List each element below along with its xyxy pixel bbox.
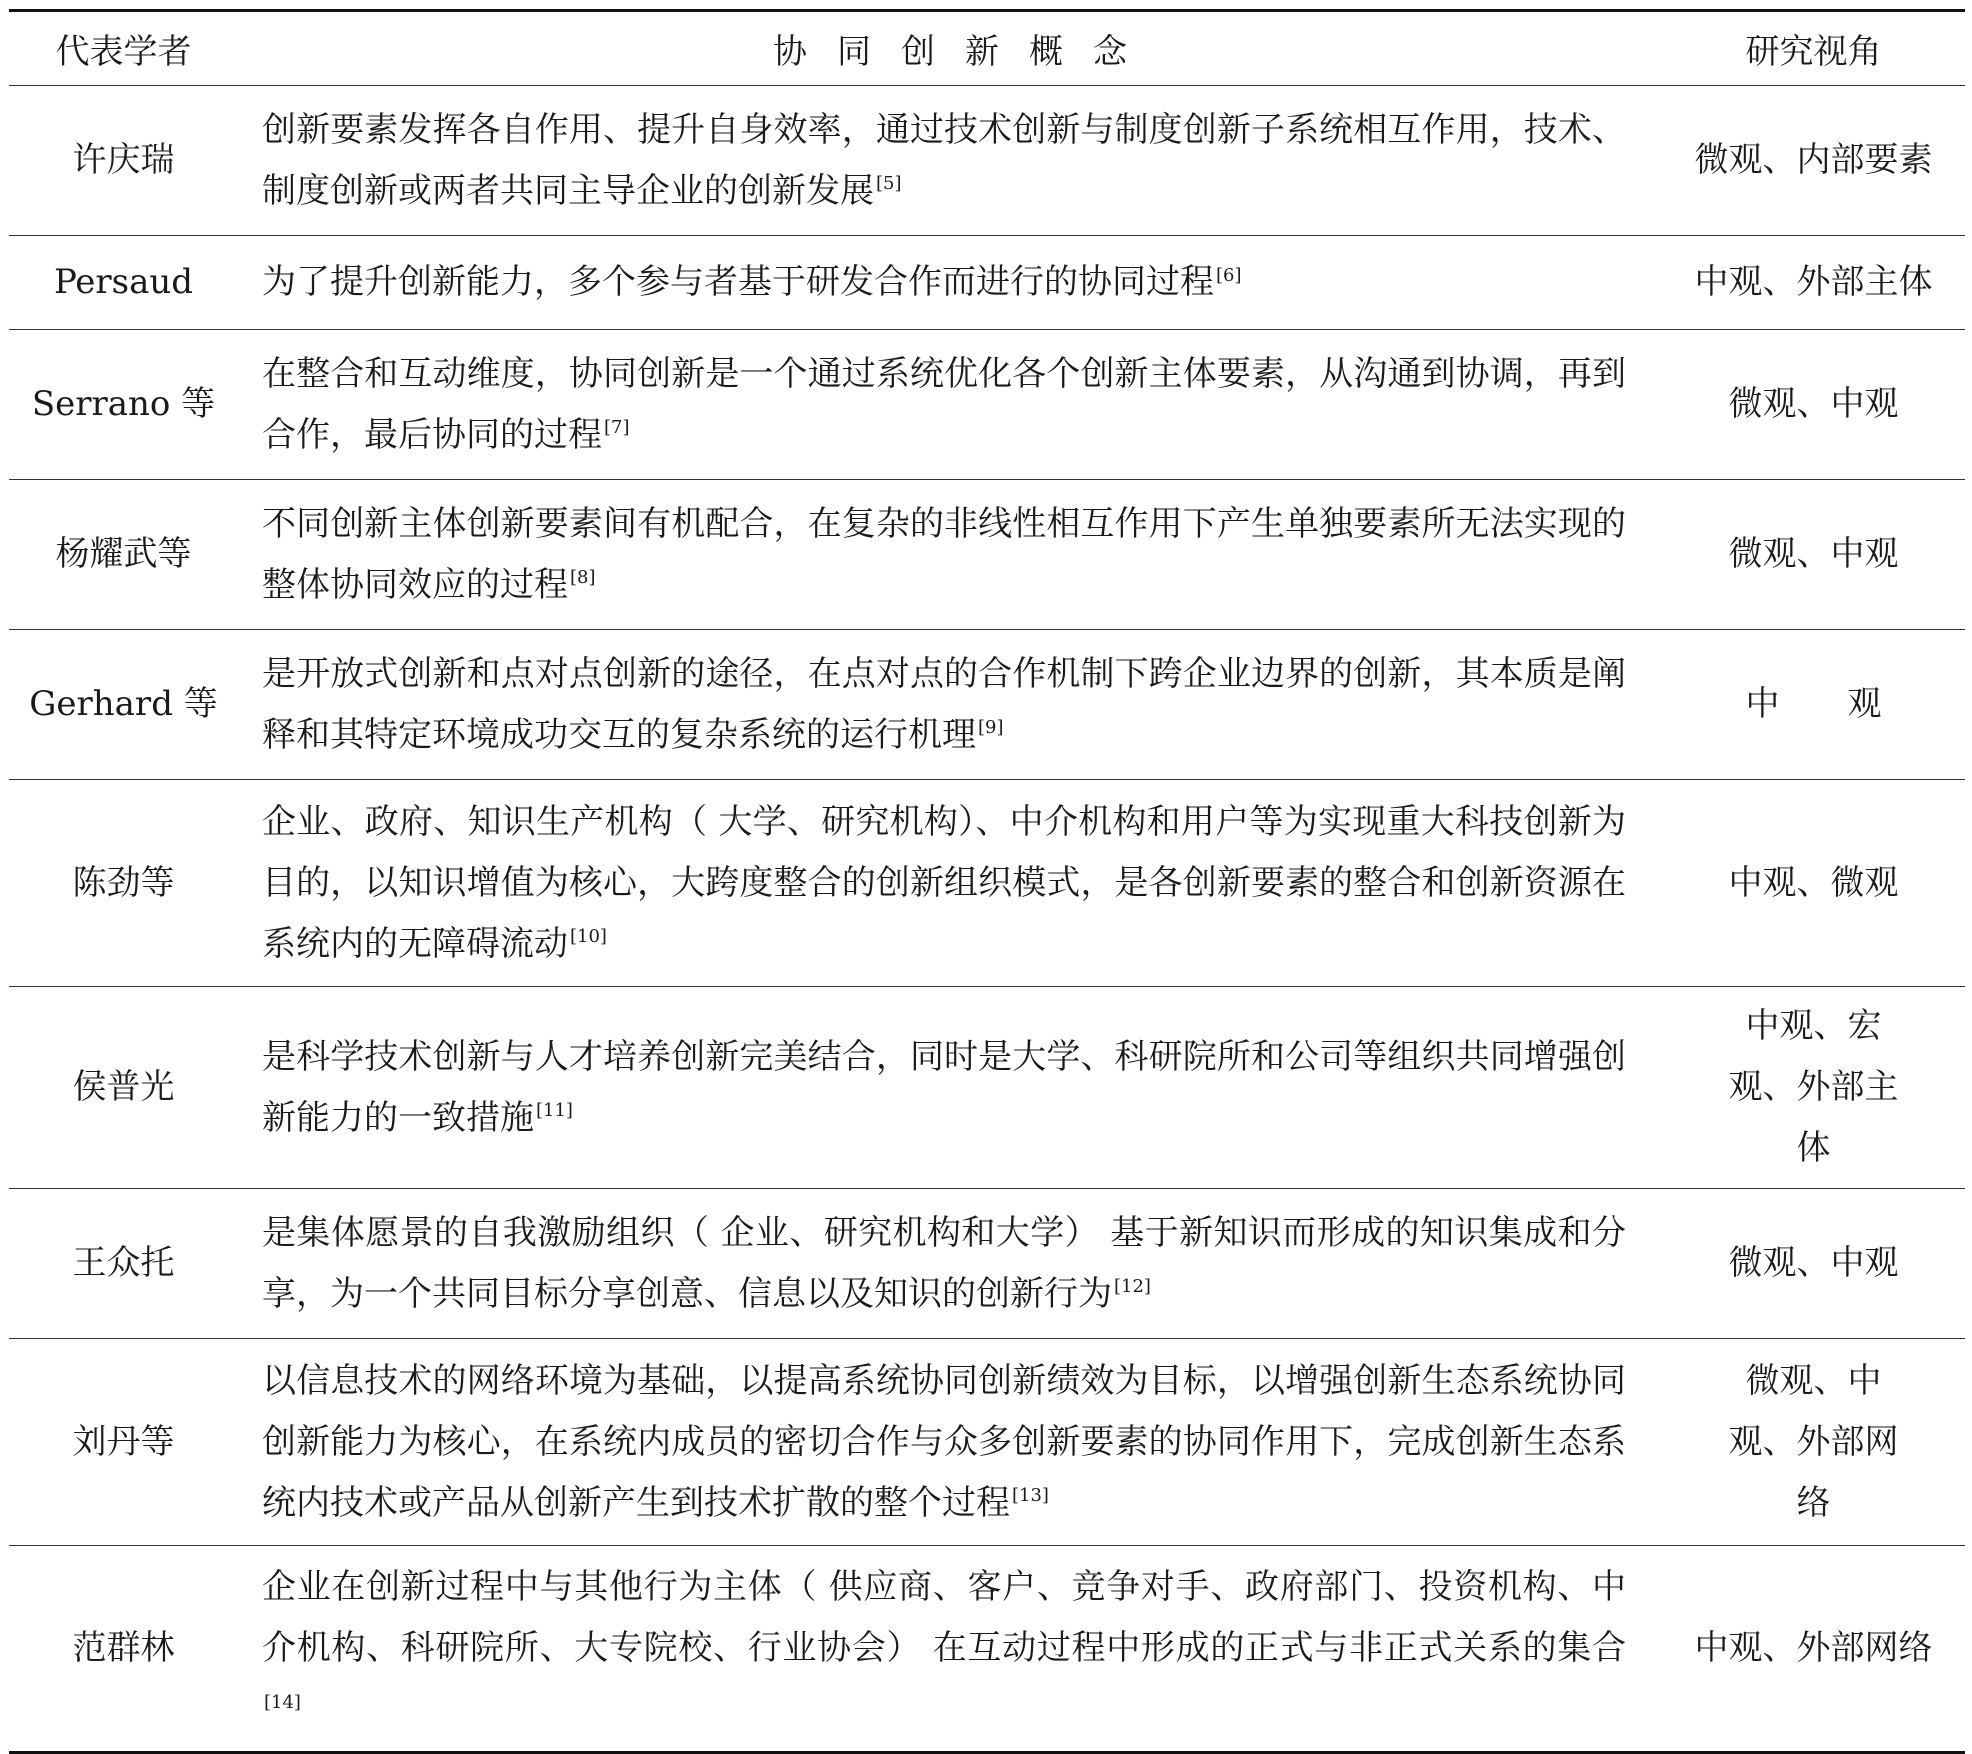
table-body xyxy=(9,86,1965,1753)
citation-ref: [13] xyxy=(1012,1485,1049,1507)
scholar-cell: Gerhard 等 xyxy=(29,684,218,724)
perspective-cell: 中观、宏观、外部主体 xyxy=(1728,1006,1899,1168)
perspective-cell: 中观、外部主体 xyxy=(1694,262,1933,302)
concept-text: 是开放式创新和点对点创新的途径，在点对点的合作机制下跨企业边界的创新，其本质是阐释和其特定环境成功交互的复杂系统的运行机理 xyxy=(262,653,1626,755)
table-row xyxy=(9,1339,1965,1546)
concept-text: 在整合和互动维度，协同创新是一个通过系统优化各个创新主体要素，从沟通到协调，再到合作，最后协同的过程 xyxy=(262,353,1626,455)
perspective-cell: 微观、中观 xyxy=(1728,384,1899,424)
table-row xyxy=(9,480,1965,630)
scholar-cell: 刘丹等 xyxy=(72,1421,175,1462)
citation-ref: [5] xyxy=(876,173,902,195)
concept-cell xyxy=(238,630,1662,780)
perspective-cell: 微观、内部要素 xyxy=(1694,140,1933,180)
table-row xyxy=(9,1189,1965,1339)
header-row xyxy=(9,11,1965,86)
citation-ref: [7] xyxy=(604,417,630,439)
scholar-cell: Serrano 等 xyxy=(31,384,216,424)
perspective-cell: 微观、中观 xyxy=(1728,1243,1899,1283)
concept-cell xyxy=(238,480,1662,630)
perspective-cell: 微观、中观、外部网络 xyxy=(1728,1360,1899,1523)
citation-ref: [14] xyxy=(264,1691,301,1713)
concept-text: 是集体愿景的自我激励组织（ 企业、研究机构和大学） 基于新知识而形成的知识集成和分享，为一个共同目标分享创意、信息以及知识的创新行为 xyxy=(262,1212,1626,1314)
table-row xyxy=(9,86,1965,236)
table-row xyxy=(9,236,1965,330)
concept-cell xyxy=(238,987,1662,1189)
concept-cell xyxy=(238,330,1662,480)
concept-text: 企业在创新过程中与其他行为主体（ 供应商、客户、竞争对手、政府部门、投资机构、中介机构、科研院所、大专院校、行业协会） 在互动过程中形成的正式与非正式关系的集合 xyxy=(262,1567,1626,1668)
table-row xyxy=(9,1546,1965,1753)
concept-cell xyxy=(238,1546,1662,1753)
table-row xyxy=(9,987,1965,1189)
citation-ref: [11] xyxy=(536,1100,573,1122)
scholar-cell: Persaud xyxy=(53,262,194,302)
table-row xyxy=(9,630,1965,780)
perspective-cell: 中观、微观 xyxy=(1728,862,1899,903)
scholar-cell: 王众托 xyxy=(72,1243,175,1283)
scholar-cell: 陈劲等 xyxy=(72,862,175,903)
citation-ref: [9] xyxy=(978,717,1004,739)
concept-cell xyxy=(238,236,1662,330)
header-perspective: 研究视角 xyxy=(1745,32,1882,72)
scholar-cell: 范群林 xyxy=(72,1628,175,1668)
header-concept: 协同创新概念 xyxy=(773,32,1157,72)
concept-text: 创新要素发挥各自作用、提升自身效率，通过技术创新与制度创新子系统相互作用，技术、制度创新或两者共同主导企业的创新发展 xyxy=(262,109,1626,211)
perspective-cell: 中观、外部网络 xyxy=(1694,1628,1933,1668)
concept-text: 企业、政府、知识生产机构（ 大学、研究机构）、中介机构和用户等为实现重大科技创新为目的，以知识增值为核心，大跨度整合的创新组织模式，是各创新要素的整合和创新资源在系统内的无障碍流动 xyxy=(262,801,1626,964)
citation-ref: [12] xyxy=(1114,1276,1151,1298)
concept-cell xyxy=(238,780,1662,987)
concept-text: 为了提升创新能力，多个参与者基于研发合作而进行的协同过程 xyxy=(262,262,1214,302)
table-row xyxy=(9,330,1965,480)
citation-ref: [6] xyxy=(1216,264,1242,286)
collaborative-innovation-table xyxy=(9,9,1965,1754)
perspective-cell: 微观、中观 xyxy=(1728,534,1899,574)
table-row xyxy=(9,780,1965,987)
citation-ref: [10] xyxy=(570,926,607,948)
concept-text: 是科学技术创新与人才培养创新完美结合，同时是大学、科研院所和公司等组织共同增强创新能力的一致措施 xyxy=(262,1036,1626,1138)
concept-table-wrapper xyxy=(9,9,1965,1754)
concept-cell xyxy=(238,86,1662,236)
scholar-cell: 侯普光 xyxy=(72,1067,175,1107)
concept-text: 以信息技术的网络环境为基础，以提高系统协同创新绩效为目标，以增强创新生态系统协同创新能力为核心，在系统内成员的密切合作与众多创新要素的协同作用下，完成创新生态系统内技术或产品从创新产生到技术扩散的整个过程 xyxy=(262,1360,1626,1523)
concept-text: 不同创新主体创新要素间有机配合，在复杂的非线性相互作用下产生单独要素所无法实现的整体协同效应的过程 xyxy=(262,503,1626,605)
header-scholar: 代表学者 xyxy=(55,32,192,72)
scholar-cell: 许庆瑞 xyxy=(72,140,175,180)
concept-cell xyxy=(238,1189,1662,1339)
concept-cell xyxy=(238,1339,1662,1546)
scholar-cell: 杨耀武等 xyxy=(55,534,192,574)
perspective-cell: 中 观 xyxy=(1745,684,1882,724)
table-header xyxy=(9,11,1965,86)
citation-ref: [8] xyxy=(570,567,596,589)
